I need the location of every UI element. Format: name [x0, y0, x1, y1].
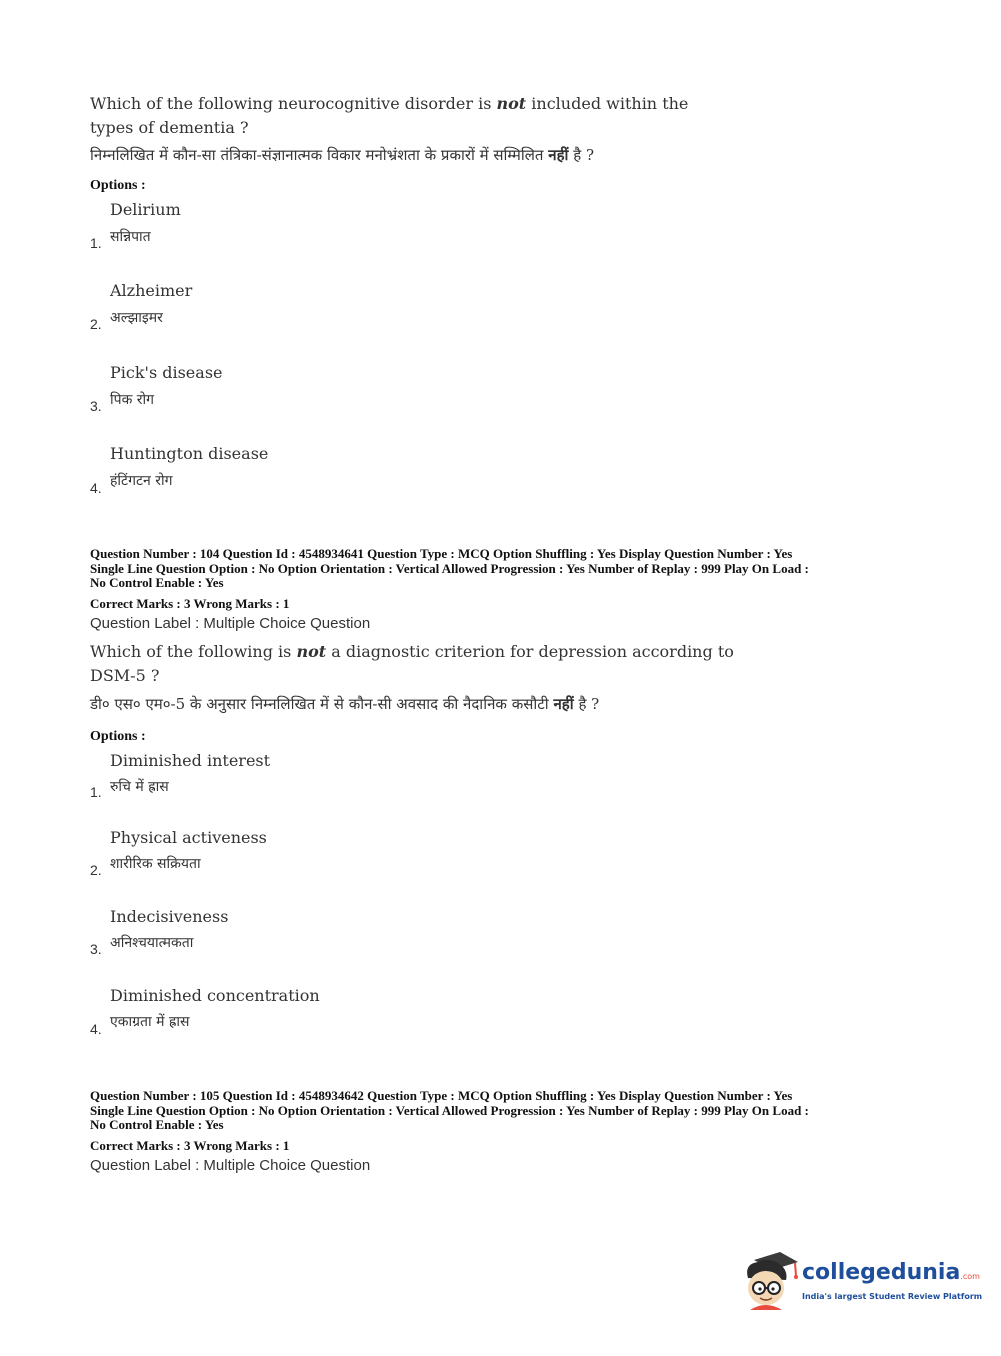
option-text-hi: सन्निपात: [110, 229, 151, 245]
option-number: 1.: [90, 784, 102, 800]
option-number: 3.: [90, 398, 102, 414]
option-text-hi: पिक रोग: [110, 392, 155, 408]
option-number: 2.: [90, 316, 102, 332]
q105-marks: Correct Marks : 3 Wrong Marks : 1: [90, 1138, 290, 1153]
option-text-en: Delirium: [110, 200, 181, 219]
q104-hindi-text: [90, 694, 599, 714]
option-text-en: Alzheimer: [110, 281, 193, 300]
option-text-hi: एकाग्रता में ह्रास: [110, 1014, 190, 1030]
q104-not-word: not: [296, 642, 327, 661]
q1-hindi-text: [90, 145, 594, 165]
q104-question-label: Question Label : Multiple Choice Question: [90, 615, 371, 632]
q1-text-line1: Which of the following neurocognitive disorder is: [90, 94, 492, 113]
option-text-en: Physical activeness: [110, 828, 267, 847]
q104-hindi-end: है ?: [578, 695, 600, 713]
option-text-en: Diminished concentration: [110, 986, 320, 1005]
q104-text-line1-end: a diagnostic criterion for depression according to: [331, 642, 734, 661]
q104-text-line2: DSM-5 ?: [90, 666, 160, 685]
q1-text-line1-end: included within the: [531, 94, 689, 113]
brand-suffix: .com: [960, 1272, 980, 1281]
q104-meta-line3: No Control Enable : Yes: [90, 575, 224, 590]
brand-tagline: India's largest Student Review Platform: [802, 1292, 983, 1301]
option-text-hi: रुचि में ह्रास: [110, 779, 169, 795]
mascot-icon: [740, 1250, 800, 1312]
collegedunia-logo[interactable]: [740, 1250, 983, 1320]
option-text-en: Indecisiveness: [110, 907, 229, 926]
option-number: 4.: [90, 480, 102, 496]
brand-text: collegedunia: [802, 1260, 961, 1285]
q1-hindi-end: है ?: [573, 146, 594, 164]
q1-not-word: not: [496, 94, 527, 113]
option-number: 1.: [90, 235, 102, 251]
q105-metadata: [90, 1089, 920, 1133]
q105-question-label: Question Label : Multiple Choice Question: [90, 1157, 371, 1174]
option-text-hi: हंटिंगटन रोग: [110, 473, 173, 489]
option-text-en: Diminished interest: [110, 751, 271, 770]
option-text-hi: अल्झाइमर: [110, 310, 163, 326]
option-text-en: Pick's disease: [110, 363, 223, 382]
q1-hindi: निम्नलिखित में कौन-सा तंत्रिका-संज्ञानात्मक विकार मनोभ्रंशता के प्रकारों में सम्मिलित: [90, 146, 544, 164]
q104-question-text: [90, 640, 734, 688]
q1-hindi-not: नहीं: [548, 146, 569, 164]
option-text-en: Huntington disease: [110, 444, 269, 463]
q1-options-label: Options :: [90, 178, 146, 193]
q104-text-line1: Which of the following is: [90, 642, 292, 661]
q105-meta-line1: Question Number : 105 Question Id : 4548934642 Question Type : MCQ Option Shuffling : Yes Display Question Number : Yes: [90, 1088, 793, 1103]
option-text-hi: अनिश्चयात्मकता: [110, 935, 194, 951]
q1-question-text: [90, 92, 688, 140]
q104-metadata: [90, 547, 920, 591]
brand-name: [802, 1260, 980, 1285]
q104-marks: Correct Marks : 3 Wrong Marks : 1: [90, 596, 290, 611]
q104-hindi: डी० एस० एम०-5 के अनुसार निम्नलिखित में से कौन-सी अवसाद की नैदानिक कसौटी: [90, 695, 549, 713]
option-number: 2.: [90, 862, 102, 878]
q1-text-line2: types of dementia ?: [90, 118, 249, 137]
option-number: 3.: [90, 941, 102, 957]
option-text-hi: शारीरिक सक्रियता: [110, 856, 201, 872]
q104-hindi-not: नहीं: [553, 695, 574, 713]
q104-meta-line1: Question Number : 104 Question Id : 4548934641 Question Type : MCQ Option Shuffling : Yes Display Question Number : Yes: [90, 546, 793, 561]
q105-meta-line2: Single Line Question Option : No Option Orientation : Vertical Allowed Progression : Yes Number of Replay : 999 Play On Load :: [90, 1102, 809, 1118]
q105-meta-line3: No Control Enable : Yes: [90, 1117, 224, 1132]
q104-meta-line2: Single Line Question Option : No Option Orientation : Vertical Allowed Progression : Yes Number of Replay : 999 Play On Load :: [90, 560, 809, 576]
q104-options-label: Options :: [90, 729, 146, 744]
option-number: 4.: [90, 1021, 102, 1037]
